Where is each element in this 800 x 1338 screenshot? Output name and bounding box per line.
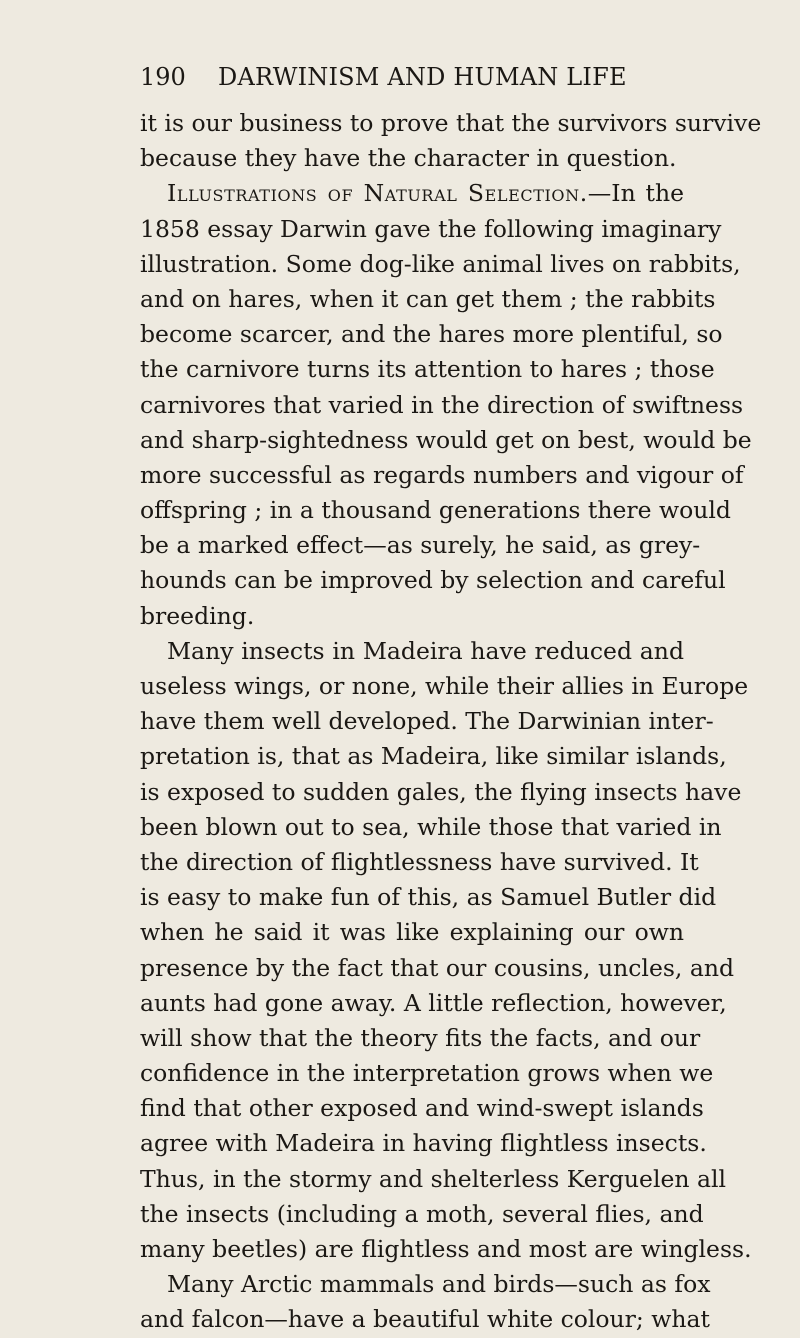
text-line: many beetles) are flightless and most are wingless. <box>140 1235 752 1263</box>
text-line: the insects (including a moth, several flies, and <box>140 1199 704 1228</box>
page-number: 190 <box>140 63 186 91</box>
text-line: been blown out to sea, while those that varied in <box>140 812 722 841</box>
text-line: be a marked effect—as surely, he said, as grey- <box>140 531 701 560</box>
text-line: carnivores that varied in the direction of swiftness <box>140 390 744 419</box>
text-line-fragment: —In the <box>587 179 685 208</box>
text-line: and on hares, when it can get them ; the rabbits <box>140 284 716 313</box>
text-line: Many Arctic mammals and birds—such as fox <box>167 1270 711 1299</box>
text-line: the direction of flightlessness have survived. It <box>140 847 699 876</box>
text-line: offspring ; in a thousand generations there would <box>140 496 731 525</box>
text-line: Thus, in the stormy and shelterless Kerguelen all <box>140 1164 727 1193</box>
running-title: DARWINISM AND HUMAN LIFE <box>218 63 627 91</box>
text-line: find that other exposed and wind-swept islands <box>140 1094 704 1123</box>
text-line: useless wings, or none, while their allies in Europe <box>140 672 749 700</box>
text-line: and sharp-sightedness would get on best, would be <box>140 425 752 454</box>
text-line: illustration. Some dog-like animal lives on rabbits, <box>140 249 741 278</box>
text-line: is exposed to sudden gales, the flying insects have <box>140 777 742 806</box>
text-line: hounds can be improved by selection and careful <box>140 566 726 595</box>
text-line: will show that the theory fits the facts, and our <box>140 1023 701 1052</box>
body-text <box>140 106 762 1338</box>
text-line: Many insects in Madeira have reduced and <box>167 636 684 665</box>
text-line: it is our business to prove that the survivors survive <box>140 109 762 137</box>
text-line: because they have the character in question. <box>140 144 677 173</box>
text-line: have them well developed. The Darwinian inter- <box>140 707 714 736</box>
text-line: confidence in the interpretation grows when we <box>140 1059 714 1088</box>
text-line: when he said it was like explaining our own <box>140 918 684 947</box>
text-line: pretation is, that as Madeira, like similar islands, <box>140 742 727 771</box>
text-line: the carnivore turns its attention to hares ; those <box>140 355 715 384</box>
text-line: and falcon—have a beautiful white colour; what <box>140 1305 711 1334</box>
text-line: become scarcer, and the hares more plentiful, so <box>140 320 723 349</box>
text-line: presence by the fact that our cousins, uncles, and <box>140 953 735 982</box>
text-line: agree with Madeira in having flightless insects. <box>140 1129 707 1158</box>
text-line: is easy to make fun of this, as Samuel Butler did <box>140 883 717 912</box>
section-heading-line <box>140 176 684 211</box>
text-line: 1858 essay Darwin gave the following imaginary <box>140 214 722 243</box>
text-line: breeding. <box>140 601 255 630</box>
section-heading: Illustrations of Natural Selection. <box>167 179 588 208</box>
running-head <box>140 60 680 94</box>
text-line: aunts had gone away. A little reflection, however, <box>140 988 727 1017</box>
text-line: more successful as regards numbers and vigour of <box>140 460 744 489</box>
